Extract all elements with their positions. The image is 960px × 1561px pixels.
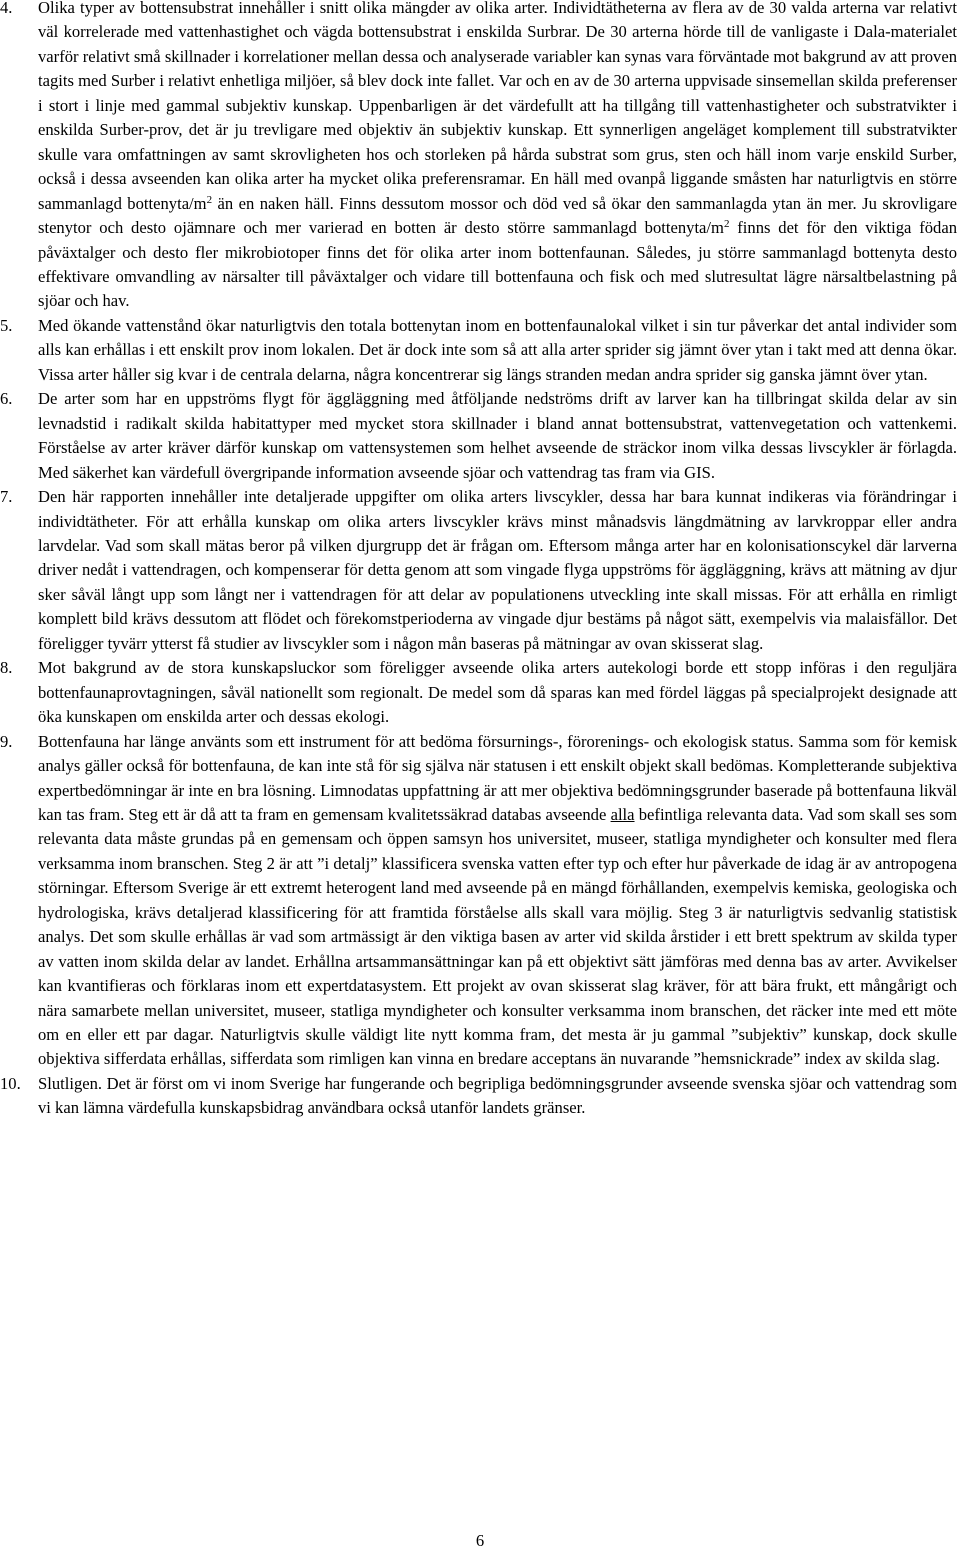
underlined-word: alla	[610, 804, 635, 824]
item-number: 7.	[0, 487, 13, 507]
text-run: Olika typer av bottensubstrat innehåller i snitt olika mängder av olika arter. Individtätheterna av flera av de 30 valda arterna var relativt väl korrelerade med vattenhastighet och vägda bottensubstrat i enskilda Surbrar. De 30 arterna hörde till de vanligaste i Dala-materialet varför relativt små skillnader i korrelationer mellan dessa och analyserade variabler kan synas vara förväntade mot bakgrund av att proven tagits med Surber i relativt enhetliga miljöer, så blev dock inte fallet. Var och en av de 30 arterna uppvisade sinsemellan skilda preferenser i stort i linje med gammal subjektiv kunskap. Uppenbarligen är det värdefullt att ha tillgång till vattenhastigheter och substratvikter i enskilda Surber-prov, det är ju trevligare med objektiv än subjektiv kunskap. Ett synnerligen angeläget komplement till substratvikter skulle vara omfattningen av samt skrovligheten hos och storleken på hårda substrat som grus, sten och häll inom varje enskild Surber, också i dessa avseenden kan olika arter ha mycket olika preferensramar. En häll med ovanpå liggande småsten har naturligtvis en större sammanlagd bottenyta/m	[38, 0, 957, 213]
superscript: 2	[723, 218, 730, 231]
paragraph: De arter som har en uppströms flygt för äggläggning med åtföljande nedströms drift av larver kan ha tillbringat skilda delar av sin levnadstid i radikalt skilda habitattyper med mycket stora skillnader i bland annat bottensubstrat, vattenvegetation och vattenkemi. Förståelse av arter kräver därför kunskap om vattensystemen som helhet avseende de sträckor inom vilka dessas livscykler är förlagda. Med säkerhet kan värdefull övergripande information avseende sjöar och vattendrag tas fram via GIS.	[38, 389, 957, 482]
paragraph: Med ökande vattenstånd ökar naturligtvis den totala bottenytan inom en bottenfaunalokal vilket i sin tur påverkar det antal individer som alls kan erhållas i ett enskilt prov inom lokalen. Det är dock inte som så att alla arter sprider sig jämnt över ytan i takt med att denna ökar. Vissa arter håller sig kvar i de centrala delarna, några koncentrerar sig längs stranden medan andra sprider sig ganska jämnt över ytan.	[38, 315, 957, 384]
item-text	[38, 656, 957, 729]
item-text	[38, 314, 957, 387]
list-item	[0, 485, 960, 656]
paragraph	[38, 0, 957, 314]
text-run: befintliga relevanta data. Vad som skall ses som relevanta data måste grundas på en gemensam och öppen samsyn hos universitet, museer, statliga myndigheter och konsulter med flera verksamma inom branschen. Steg 2 är att ”i detalj” klassificera svenska vatten efter typ och efter hur påverkade de idag är av antropogena störningar. Eftersom Sverige är ett extremt heterogent land med avseende på en mängd förhållanden, exempelvis kemiska, geologiska och hydrologiska, krävs detaljerad klassificering för att framtida förståelse alls skall vara möjlig. Steg 3 är naturligtvis sedvanlig statistisk analys. Det som skulle erhållas är vad som artmässigt är den viktiga basen av arter vid skilda årstider i ett brett spektrum av skilda typer av vatten inom skilda delar av landet. Erhållna artsammansättningar kan på ett objektivt sätt jämföras med denna bas av arter. Avvikelser kan kvantifieras och förklaras inom ett expertdatasystem. Ett projekt av ovan skisserat slag kräver, för att bära frukt, ett mångårigt och nära samarbete mellan universitet, museer, statliga myndigheter och konsulter verksamma inom branschen, det räcker inte med ett möte om en eller ett par dagar. Naturligtvis skulle väldigt lite nytt komma fram, det mesta är ju gammal ”subjektiv” kunskap, dock skulle objektiva sifferdata erhållas, sifferdata som rimligen kan vinna en bredare acceptans än nuvarande ”hemsnickrade” index av skilda slag.	[38, 804, 957, 1069]
text-run: än en naken häll. Finns dessutom mossor och död ved så ökar den sammanlagda ytan än mer. Ju skrovligare stenytor och desto ojämnare och mer varierad en botten är desto större sammanlagd bottenyta/m	[38, 193, 957, 238]
list-item	[0, 314, 960, 387]
page-number: 6	[475, 1531, 485, 1550]
text-run: finns det för den viktiga födan påväxtalger och desto fler mikrobiotoper finns det för olika arter inom bottenfaunan. Således, ju större sammanlagd bottenyta desto effektivare omvandling av närsalter till påväxtalger och vidare till bottenfauna och fisk och med slutresultat lägre närsaltbelastning på sjöar och hav.	[38, 218, 957, 311]
item-number: 10.	[0, 1073, 21, 1093]
item-text	[38, 387, 957, 485]
item-number: 9.	[0, 731, 13, 751]
list-item	[0, 0, 960, 314]
list-item	[0, 1072, 960, 1121]
item-text	[38, 1072, 957, 1121]
item-text	[38, 730, 957, 1072]
paragraph	[38, 730, 957, 1072]
item-text	[38, 485, 957, 656]
item-number: 6.	[0, 389, 13, 409]
list-item	[0, 730, 960, 1072]
item-text	[38, 0, 957, 314]
list-item	[0, 656, 960, 729]
item-number: 5.	[0, 315, 13, 335]
list-item	[0, 387, 960, 485]
text-run: Bottenfauna har länge använts som ett instrument för att bedöma försurnings-, förorenings- och ekologisk status. Samma som för kemisk analys gäller också för bottenfauna, de kan inte stå för sig själva när statusen i ett enskilt objekt skall bedömas. Kompletterande subjektiva expertbedömningar är inte en bra lösning. Limnodatas uppfattning är att mer objektiva bedömningsgrunder baserade på bottenfauna likväl kan tas fram. Steg ett är då att ta fram en gemensam kvalitetssäkrad databas avseende	[38, 731, 957, 824]
paragraph: Den här rapporten innehåller inte detaljerade uppgifter om olika arters livscykler, dessa har bara kunnat indikeras via förändringar i individtätheter. För att erhålla kunskap om olika arters livscykler krävs minst månadsvis längdmätning av larvkroppar eller andra larvdelar. Vad som skall mätas beror på vilken djurgrupp det är frågan om. Eftersom många arter har en kolonisationscykel där larverna driver nedåt i vattendragen, och kompenserar för detta genom att som vingade flyga uppströms för äggläggning, krävs att mätning av djur sker såväl långt upp som långt ner i vattendragen för att delar av populationens utveckling inte skall missas. För att erhålla en rimligt komplett bild krävs dessutom att flödet och förekomstperioderna av vingade djur bestäms på något sätt, exempelvis via malaisfällor. Det föreligger tyvärr ytterst få studier av livscykler som i någon mån baseras på mätningar av ovan skisserat slag.	[38, 487, 957, 653]
item-number: 8.	[0, 658, 13, 678]
superscript: 2	[206, 193, 213, 206]
paragraph: Slutligen. Det är först om vi inom Sverige har fungerande och begripliga bedömningsgrunder avseende svenska sjöar och vattendrag som vi kan lämna värdefulla kunskapsbidrag användbara också utanför landets gränser.	[38, 1073, 957, 1118]
item-number: 4.	[0, 0, 13, 17]
paragraph: Mot bakgrund av de stora kunskapsluckor som föreligger avseende olika arters autekologi borde ett stopp införas i den reguljära bottenfaunaprovtagningen, såväl nationellt som regionalt. De medel som då sparas kan med fördel läggas på specialprojekt designade att öka kunskapen om enskilda arter och dessas ekologi.	[38, 658, 957, 727]
